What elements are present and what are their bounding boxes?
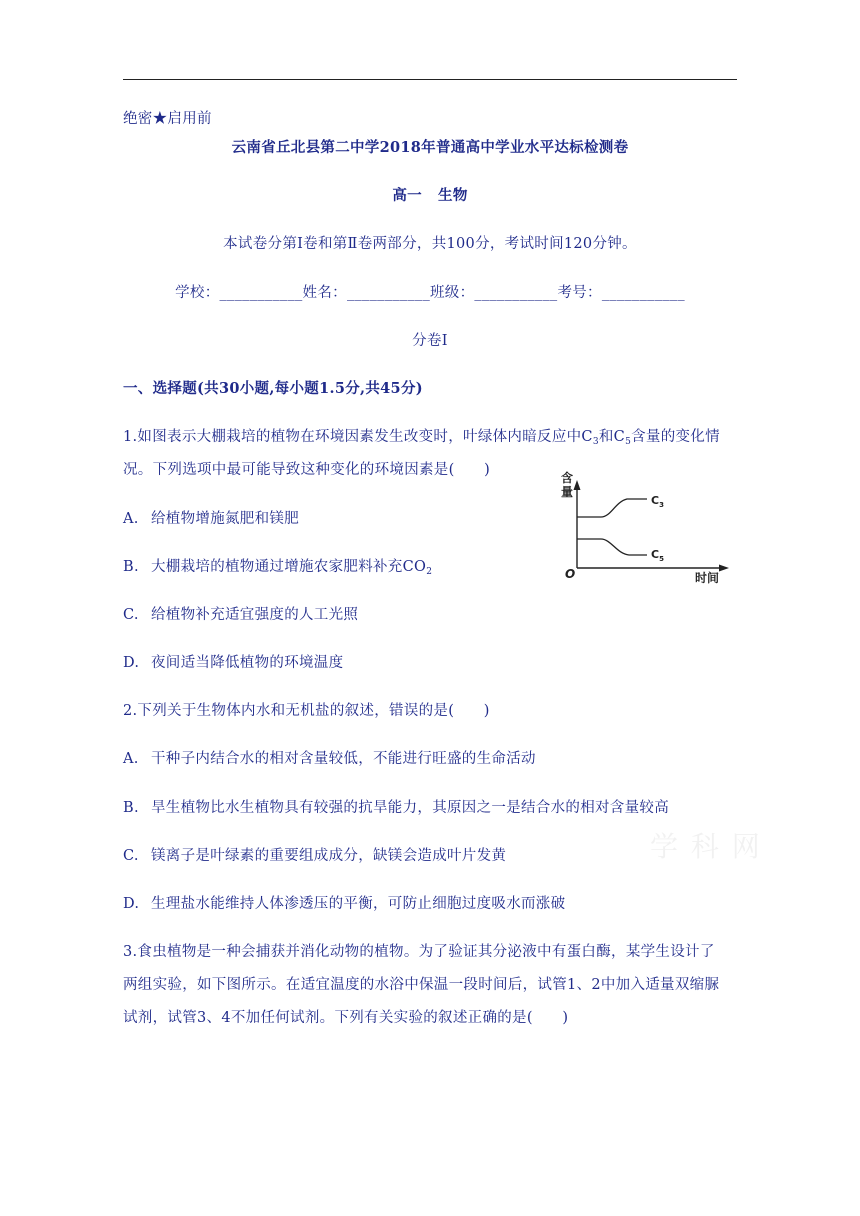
- q1-figure: [555, 464, 735, 586]
- q1-option-d: D. 夜间适当降低植物的环境温度: [123, 655, 344, 671]
- subject-title: 高一 生物: [392, 187, 468, 204]
- header-rule: [123, 79, 737, 80]
- y-label-2: 量: [561, 485, 574, 499]
- q2-option-b: B. 旱生植物比水生植物具有较强的抗旱能力，其原因之一是结合水的相对含量较高: [123, 800, 669, 816]
- q1-option-c: C. 给植物补充适宜强度的人工光照: [123, 607, 359, 623]
- watermark: 学 科 网: [650, 830, 762, 863]
- q3-stem-line2: 两组实验，如下图所示。在适宜温度的水浴中保温一段时间后，试管1、2中加入适量双缩脲: [123, 977, 720, 993]
- q3-stem-line3: 试剂，试管3、4不加任何试剂。下列有关实验的叙述正确的是( ): [123, 1010, 569, 1026]
- c5-curve: [577, 539, 647, 555]
- q1-option-a: A. 给植物增施氮肥和镁肥: [123, 511, 299, 527]
- origin-label: O: [565, 567, 576, 581]
- q1-option-b: B. 大棚栽培的植物通过增施农家肥料补充$CO_2$: [123, 559, 433, 577]
- q2-option-d: D. 生理盐水能维持人体渗透压的平衡，可防止细胞过度吸水而涨破: [123, 896, 566, 912]
- q2-stem: 2.下列关于生物体内水和无机盐的叙述，错误的是( ): [123, 703, 490, 719]
- secret-label: 绝密★启用前: [123, 111, 212, 127]
- q1-stem-line2: 况。下列选项中最可能导致这种变化的环境因素是( ): [123, 462, 491, 478]
- q1-stem-line1: 1.如图表示大棚栽培的植物在环境因素发生改变时，叶绿体内暗反应中$C_3$和$C_5$含量的变化情: [123, 429, 720, 447]
- student-info-line: 学校：___________姓名：___________班级：___________考号：___________: [175, 285, 685, 301]
- exam-intro: 本试卷分第Ⅰ卷和第Ⅱ卷两部分，共100分，考试时间120分钟。: [223, 236, 637, 252]
- part-label: 分卷I: [412, 333, 448, 349]
- q2-option-a: A. 干种子内结合水的相对含量较低，不能进行旺盛的生命活动: [123, 751, 536, 767]
- c3-label: $C_3$: [651, 494, 664, 509]
- c3-curve: [577, 499, 647, 517]
- q2-option-c: C. 镁离子是叶绿素的重要组成成分，缺镁会造成叶片发黄: [123, 848, 507, 864]
- x-axis-arrow: [719, 565, 729, 572]
- y-axis-arrow: [574, 480, 581, 490]
- q3-stem-line1: 3.食虫植物是一种会捕获并消化动物的植物。为了验证其分泌液中有蛋白酶，某学生设计了: [123, 944, 715, 960]
- y-label-1: 含: [561, 471, 574, 485]
- section-heading: 一、选择题(共30小题,每小题1.5分,共45分): [123, 380, 423, 397]
- c5-label: $C_5$: [651, 548, 664, 563]
- x-label: 时间: [695, 571, 720, 585]
- school-title: 云南省丘北县第二中学2018年普通高中学业水平达标检测卷: [231, 139, 629, 156]
